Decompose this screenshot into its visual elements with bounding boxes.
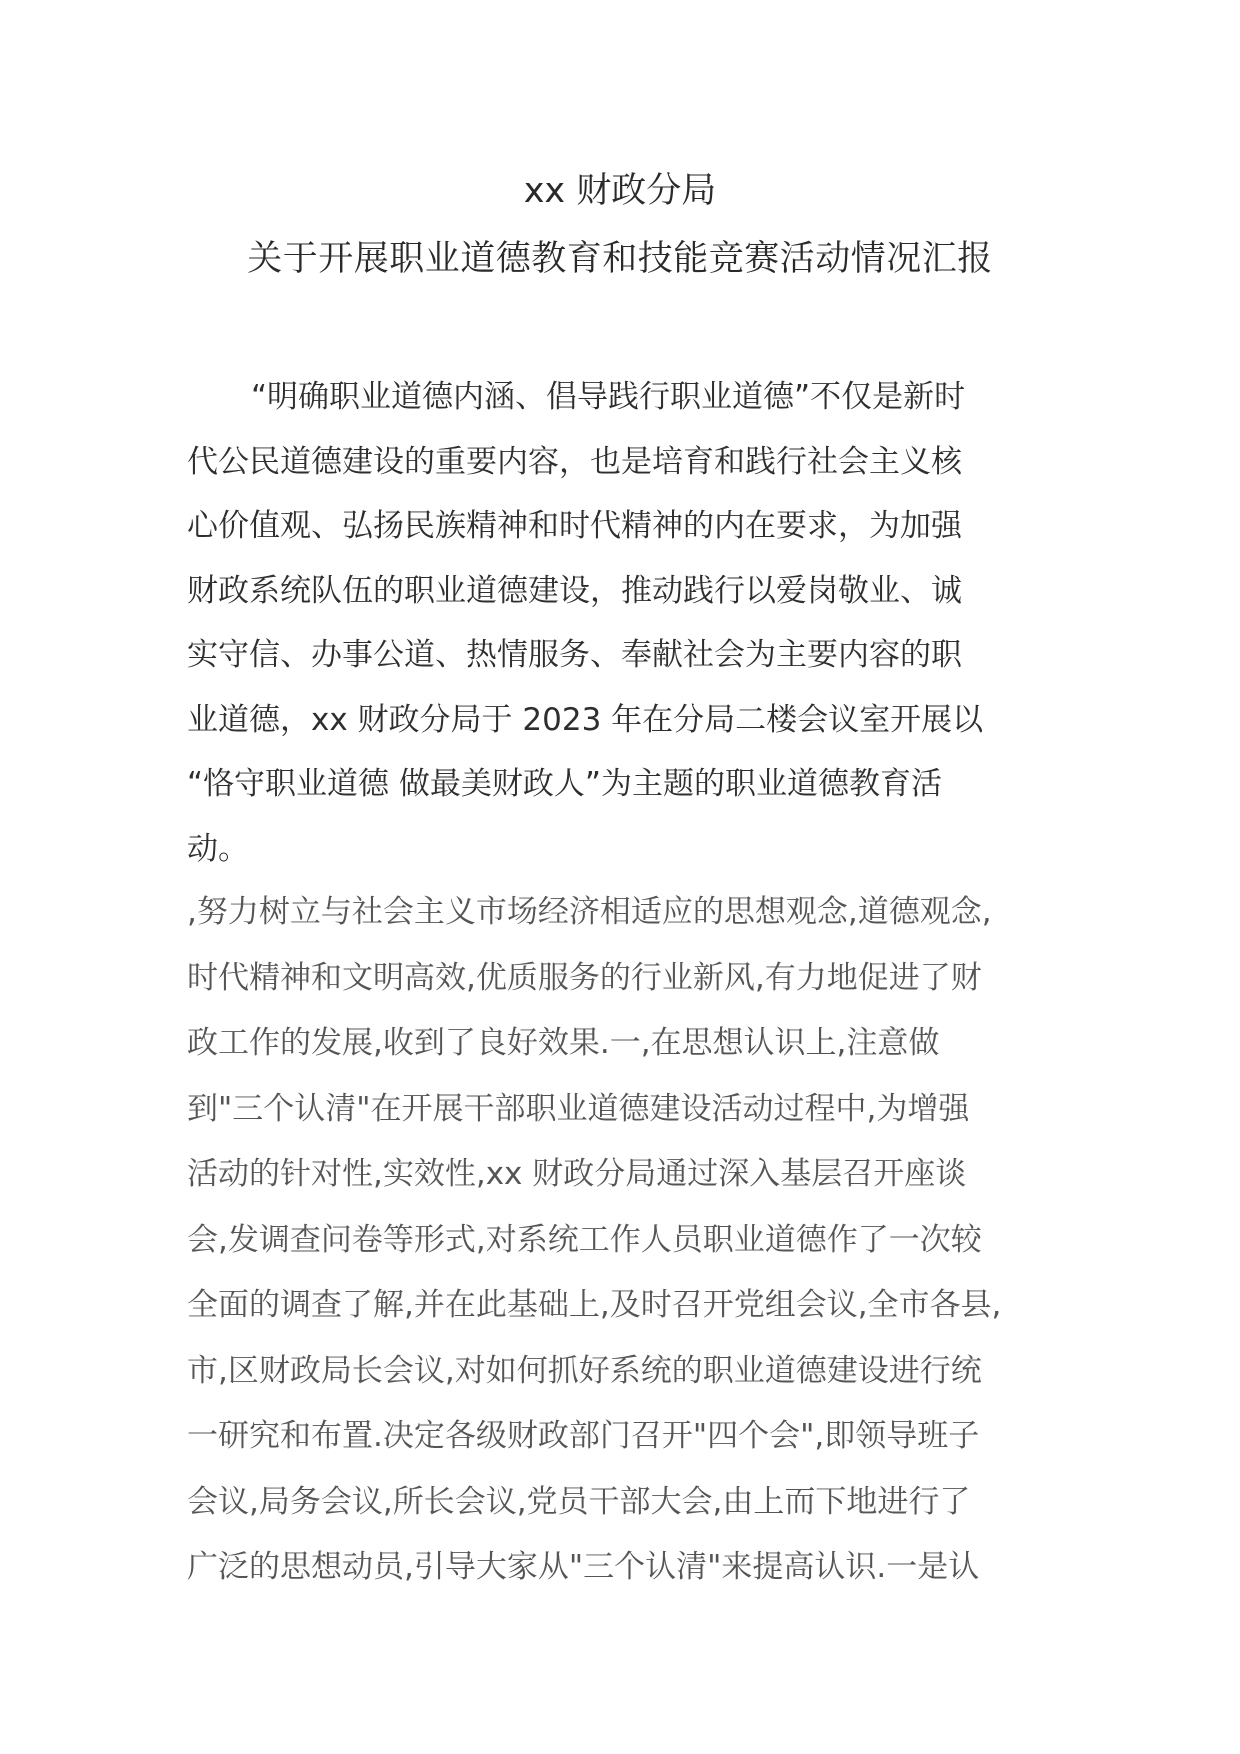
paragraph-line: 时代精神和文明高效,优质服务的行业新风,有力地促进了财 (187, 959, 982, 996)
paragraph-line: 代公民道德建设的重要内容，也是培育和践行社会主义核 (187, 443, 962, 480)
body-paragraph (187, 880, 1087, 1601)
paragraph-line: 会议,局务会议,所长会议,党员干部大会,由上而下地进行了 (187, 1483, 971, 1520)
paragraph-line: “明确职业道德内涵、倡导践行职业道德”不仅是新时 (251, 379, 966, 415)
paragraph-line: 广泛的思想动员,引导大家从"三个认清"来提高认识.一是认 (187, 1549, 980, 1585)
paragraph-line: 动。 (187, 830, 249, 867)
paragraph-line: 政工作的发展,收到了良好效果.一,在思想认识上,注意做 (187, 1025, 940, 1061)
paragraph-line: 一研究和布置.决定各级财政部门召开"四个会",即领导班子 (187, 1418, 980, 1454)
paragraph-line: 到"三个认清"在开展干部职业道德建设活动过程中,为增强 (187, 1090, 970, 1127)
document-title-org: xx 财政分局 (523, 171, 717, 211)
paragraph-line: 心价值观、弘扬民族精神和时代精神的内在要求，为加强 (187, 508, 962, 544)
paragraph-line: 市,区财政局长会议,对如何抓好系统的职业道德建设进行统 (187, 1352, 982, 1389)
paragraph-line: 业道德，xx 财政分局于 2023 年在分局二楼会议室开展以 (187, 701, 984, 738)
paragraph-line: 会,发调查问卷等形式,对系统工作人员职业道德作了一次较 (187, 1221, 982, 1258)
paragraph-line: 全面的调查了解,并在此基础上,及时召开党组会议,全市各县, (187, 1287, 1002, 1323)
paragraph-line: 实守信、办事公道、热情服务、奉献社会为主要内容的职 (187, 637, 962, 673)
paragraph-line: 活动的针对性,实效性,xx 财政分局通过深入基层召开座谈 (187, 1156, 967, 1192)
intro-paragraph (187, 365, 1067, 881)
paragraph-line: 财政系统队伍的职业道德建设，推动践行以爱岗敬业、诚 (187, 572, 962, 609)
paragraph-line: ,努力树立与社会主义市场经济相适应的思想观念,道德观念, (187, 894, 992, 930)
document-title-subject: 关于开展职业道德教育和技能竞赛活动情况汇报 (247, 239, 993, 279)
paragraph-line: “恪守职业道德 做最美财政人”为主题的职业道德教育活 (187, 766, 942, 802)
